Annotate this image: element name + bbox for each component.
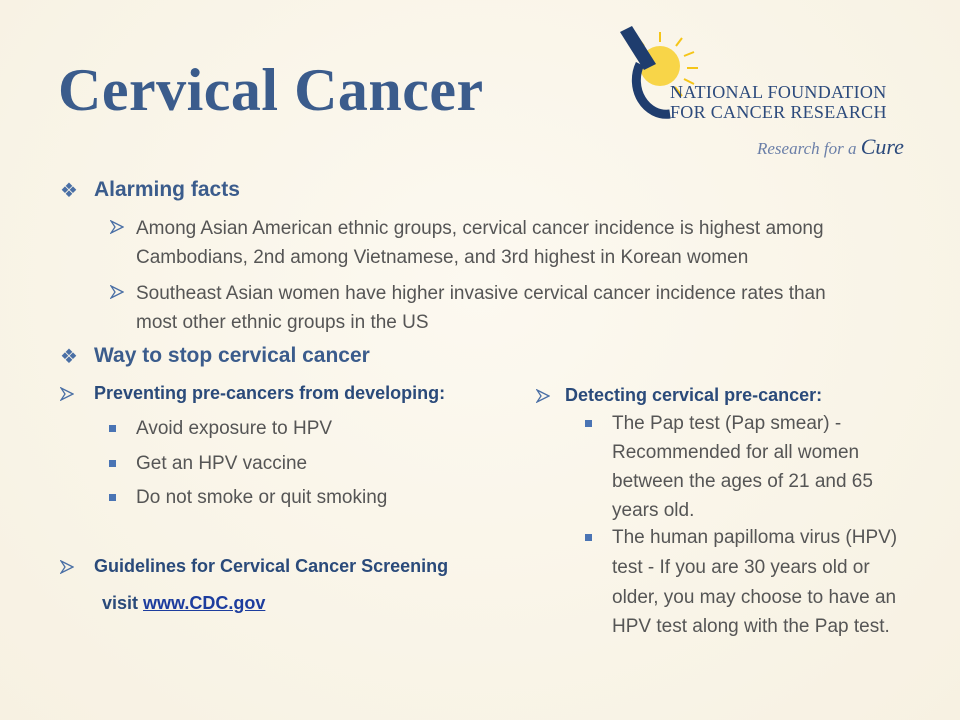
pap-line-2: Recommended for all women [612,442,860,463]
hpv-line-2: test - If you are 30 years old or [612,557,870,578]
pap-line-3: between the ages of 21 and 65 [612,471,873,492]
logo-line-2: FOR CANCER RESEARCH [670,102,887,122]
logo-wordmark [670,82,887,122]
prevent-item-3: Do not smoke or quit smoking [136,487,388,508]
arrow-bullet-icon [60,387,74,401]
logo-tagline [757,134,904,160]
square-bullet-icon [585,534,592,541]
fact-1-line-2: Cambodians, 2nd among Vietnamese, and 3rd highest in Korean women [136,247,749,268]
square-bullet-icon [109,460,116,467]
pap-line-1: The Pap test (Pap smear) - [612,413,842,434]
square-bullet-icon [585,420,592,427]
section-heading-stop-cervical-cancer: Way to stop cervical cancer [94,344,370,367]
prevent-item-2: Get an HPV vaccine [136,453,308,474]
arrow-bullet-icon [536,389,550,403]
hpv-line-1: The human papilloma virus (HPV) [612,527,898,548]
arrow-bullet-icon [110,285,124,299]
fact-2-line-1: Southeast Asian women have higher invasive cervical cancer incidence rates than [136,283,826,304]
detecting-heading: Detecting cervical pre-cancer: [565,385,823,405]
square-bullet-icon [109,494,116,501]
fact-2-line-2: most other ethnic groups in the US [136,312,429,333]
section-heading-alarming-facts: Alarming facts [94,178,240,201]
logo-line-1: NATIONAL FOUNDATION [670,82,887,102]
prevent-item-1: Avoid exposure to HPV [136,418,333,439]
slide-title: Cervical Cancer [58,57,484,123]
pap-line-4: years old. [612,500,695,521]
diamond-bullet-icon: ❖ [60,180,78,202]
arrow-bullet-icon [60,560,74,574]
hpv-line-4: HPV test along with the Pap test. [612,616,890,637]
tagline-cure: Cure [860,134,904,159]
cdc-link[interactable]: www.CDC.gov [143,593,266,613]
arrow-bullet-icon [110,220,124,234]
preventing-heading: Preventing pre-cancers from developing: [94,383,446,403]
square-bullet-icon [109,425,116,432]
visit-label: visit [102,593,144,613]
diamond-bullet-icon: ❖ [60,346,78,368]
hpv-line-3: older, you may choose to have an [612,587,897,608]
tagline-prefix: Research for a [757,139,861,158]
fact-1-line-1: Among Asian American ethnic groups, cervical cancer incidence is highest among [136,218,824,239]
visit-line [102,593,265,614]
guidelines-heading: Guidelines for Cervical Cancer Screening [94,556,449,576]
